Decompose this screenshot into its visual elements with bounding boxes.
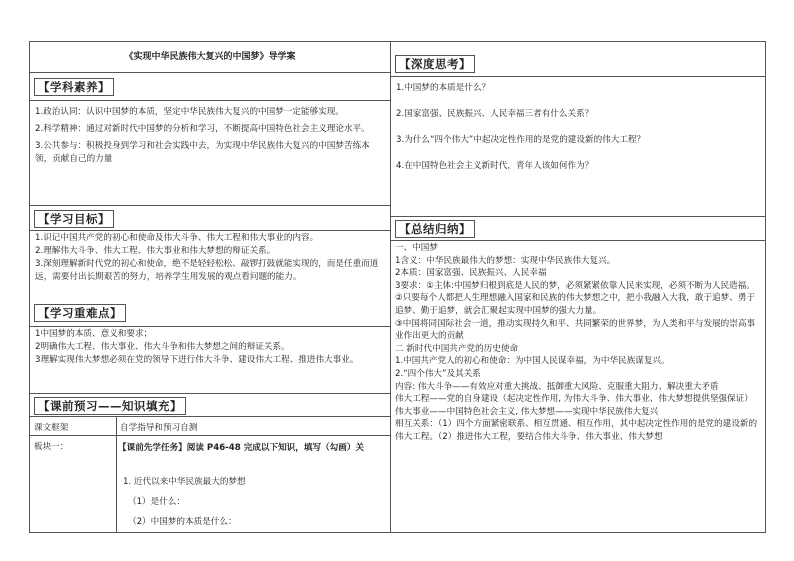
key-point-item: 2明确伟大工程、伟大事业、伟大斗争和伟大梦想之间的辩证关系。 — [35, 342, 290, 352]
divider — [30, 100, 390, 101]
divider — [391, 240, 765, 241]
preview-heading: 【课前预习——知识填充】 — [34, 397, 186, 415]
thinking-question: 3.为什么“四个伟大”中起决定性作用的是党的建设新的伟大工程？ — [396, 135, 646, 145]
key-point-item: 1中国梦的本质、意义和要求； — [35, 329, 153, 339]
divider — [30, 435, 390, 436]
goals-list — [35, 232, 386, 284]
summary-line: 伟大事业——中国特色社会主义, 伟大梦想——实现中华民族伟大复兴 — [395, 406, 659, 417]
block-one-label: 板块一： — [34, 442, 69, 452]
literacy-item: 3.公共参与：积极投身到学习和社会实践中去，为实现中华民族伟大复兴的中国梦苦练本领，贡献自己的力量 — [35, 141, 370, 164]
summary-line: ③中国将同国际社会一道，推动实现持久和平、共同繁荣的世界梦，为人类和平与发展的崇高事业作出更大的贡献 — [395, 318, 756, 342]
divider — [30, 72, 390, 73]
divider — [391, 76, 765, 77]
left-column — [30, 42, 391, 532]
question-1b: （2）中国梦的本质是什么： — [128, 517, 237, 527]
question-1: 1. 近代以来中华民族最大的梦想 — [123, 477, 246, 487]
summary-line: 1含义：中华民族最伟大的梦想：实现中华民族伟大复兴。 — [395, 255, 616, 266]
summary-line: 1.中国共产党人的初心和使命：为中国人民谋幸福，为中华民族谋复兴。 — [395, 356, 670, 367]
summary-heading: 【总结归纳】 — [395, 220, 475, 238]
summary-line: 2.“四个伟大”及其关系 — [395, 368, 481, 379]
goal-item: 2.理解伟大斗争、伟大工程、伟大事业和伟大梦想的辩证关系。 — [35, 246, 276, 256]
column-divider — [116, 416, 117, 532]
study-guide-table — [29, 41, 766, 533]
thinking-question: 2.国家富强、民族振兴、人民幸福三者有什么关系？ — [396, 109, 594, 119]
self-study-header: 自学指导和预习自测 — [120, 423, 198, 433]
summary-line: 内容: 伟大斗争——有效应对重大挑战、抵御重大风险、克服重大阻力、解决重大矛盾 — [395, 381, 719, 392]
key-points-heading: 【学习重难点】 — [34, 304, 126, 322]
summary-line: 3要求：①主体:中国梦归根到底是人民的梦，必须紧紧依靠人民来实现，必须不断为人民造福。 — [395, 280, 755, 291]
key-points-list — [35, 328, 386, 367]
question-1a: （1）是什么： — [128, 497, 186, 507]
thinking-question: 4.在中国特色社会主义新时代，青年人该如何作为？ — [396, 161, 594, 171]
summary-line: ②只要每个人都把人生理想融入国家和民族的伟大梦想之中，把小我融入大我，敢于追梦、勇于追梦、勤于追梦，就会汇聚起实现中国梦的强大力量。 — [395, 293, 756, 316]
goal-item: 3.深刻理解新时代党的初心和使命，绝不是轻轻松松、敲锣打鼓就能实现的，而是任重而道远，需要付出长期艰苦的努力，培养学生用发展的观点看问题的能力。 — [35, 259, 379, 282]
framework-header: 课文框架 — [34, 423, 69, 433]
summary-line: 相互关系：（1）四个方面紧密联系、相互贯通、相互作用，其中起决定性作用的是党的建设新的伟大工程。（2）推进伟大工程，要结合伟大斗争、伟大事业、伟大梦想 — [395, 419, 758, 442]
thinking-questions — [396, 82, 761, 186]
summary-line: 二 新时代中国共产党的历史使命 — [395, 343, 519, 354]
literacy-heading: 【学科素养】 — [34, 78, 114, 96]
summary-line: 2本质：国家富强、民族振兴、人民幸福 — [395, 268, 547, 279]
literacy-list — [35, 106, 386, 170]
document-title: 《实现中华民族伟大复兴的中国梦》导学案 — [124, 52, 296, 62]
summary-line: 一、中国梦 — [395, 243, 438, 253]
goal-item: 1.识记中国共产党的初心和使命及伟大斗争、伟大工程和伟大事业的内容。 — [35, 233, 319, 243]
divider — [30, 326, 390, 327]
right-column — [391, 42, 765, 532]
divider — [30, 416, 390, 417]
summary-line: 伟大工程——党的自身建设（起决定性作用, 为伟大斗争、伟大事业、伟大梦想提供坚强保证） — [395, 394, 753, 405]
literacy-item: 2.科学精神：通过对新时代中国梦的分析和学习，不断提高中国特色社会主义理论水平。 — [35, 124, 370, 134]
divider — [30, 205, 390, 206]
thinking-question: 1.中国梦的本质是什么？ — [396, 83, 491, 93]
pre-study-task: 【课前先学任务】阅读 P46-48 完成以下知识，填写（勾画）关 — [118, 443, 365, 453]
divider — [30, 230, 390, 231]
thinking-heading: 【深度思考】 — [395, 55, 475, 73]
key-point-item: 3理解实现伟大梦想必须在党的领导下进行伟大斗争、建设伟大工程、推进伟大事业。 — [35, 355, 359, 365]
divider — [30, 393, 390, 394]
literacy-item: 1.政治认同：认识中国梦的本质，坚定中华民族伟大复兴的中国梦一定能够实现。 — [35, 107, 344, 117]
goals-heading: 【学习目标】 — [34, 210, 114, 228]
summary-body — [395, 242, 761, 444]
divider — [391, 216, 765, 217]
